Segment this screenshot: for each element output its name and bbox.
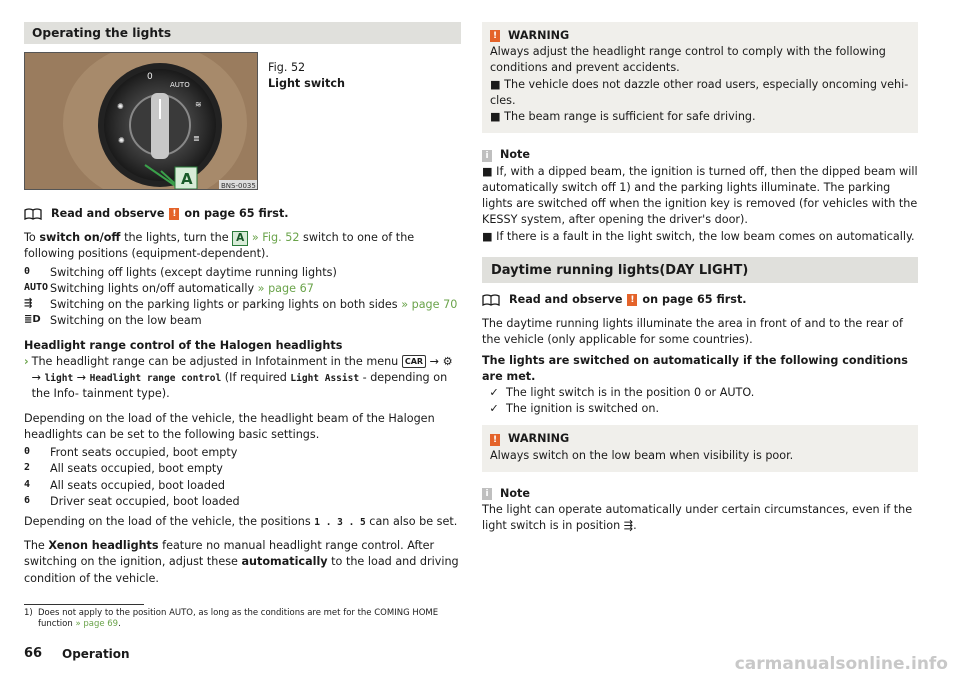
light-switch-photo <box>24 52 258 190</box>
svg-text:✺: ✺ <box>117 102 124 111</box>
svg-text:BNS-0035: BNS-0035 <box>221 182 256 190</box>
condition-row <box>482 401 918 417</box>
note-item: ■ If there is a fault in the light switch, the low beam comes on automatically. <box>482 229 915 243</box>
bold-text: Xenon headlights <box>48 539 159 553</box>
footnote-text: Does not apply to the position AUTO, as long as the conditions are met for the COMING HOME function <box>38 608 439 630</box>
conditions-heading: The lights are switched on automatically if the following conditions are met. <box>482 353 908 383</box>
intro-text: Read and observe <box>509 292 623 306</box>
note-item-text: If there is a fault in the light switch, the low beam comes on automatically. <box>496 229 915 243</box>
text: The headlight range can be adjusted in Infotainment in the menu <box>31 354 399 368</box>
text: to the load and driving condition of the vehicle. <box>24 555 459 585</box>
svg-text:A: A <box>181 170 193 188</box>
warning-item-text: The vehicle does not dazzle other road users, especially oncoming vehi- cles. <box>490 77 909 107</box>
setting-text: Driver seat occupied, boot loaded <box>50 494 240 508</box>
check-icon: ✓ <box>489 402 499 416</box>
setting-key: 4 <box>24 478 31 490</box>
position-row <box>24 265 461 281</box>
footnote-text: . <box>118 619 121 630</box>
arrow: → <box>429 354 440 368</box>
svg-text:≣: ≣ <box>193 134 200 143</box>
info-icon: i <box>482 150 492 162</box>
text: The <box>24 539 45 553</box>
position-key: 0 <box>24 265 31 277</box>
setting-key: 0 <box>24 446 31 458</box>
step-arrow: › <box>24 354 29 368</box>
setting-row <box>24 478 461 494</box>
setting-row <box>24 494 461 510</box>
page-number: 66 <box>24 646 43 661</box>
watermark: carmanualsonline.info <box>734 654 948 674</box>
position-text: Switching on the parking lights or parking lights on both sides <box>50 298 398 312</box>
note-item-text: If, with a dipped beam, the ignition is turned off, then the dipped beam will automatically switch off 1) and the parking lights illuminate. The parking lights are switched off when the ignition key is removed (for vehicles with the KESSY system, after opening the driver's door). <box>482 164 918 227</box>
setting-text: All seats occupied, boot empty <box>50 462 223 476</box>
warning-item: ■ The beam range is sufficient for safe driving. <box>490 110 756 124</box>
parking-light-icon: ⇶ <box>24 298 33 310</box>
position-key: AUTO <box>24 281 49 293</box>
figure-title: Light switch <box>268 77 345 91</box>
svg-text:✺: ✺ <box>118 136 125 145</box>
section-heading: Daytime running lights(DAY LIGHT) <box>482 257 918 283</box>
low-beam-icon: ≣D <box>24 314 41 326</box>
menu-item-headlight-range: Headlight range control <box>89 373 222 385</box>
svg-text:≋: ≋ <box>195 100 202 109</box>
position-row <box>24 281 461 297</box>
warning-box <box>482 22 918 133</box>
page-section-label: Operation <box>62 647 130 661</box>
section-heading: Operating the lights <box>24 22 461 44</box>
book-icon <box>24 208 42 220</box>
warning-icon: ! <box>169 208 179 220</box>
warning-icon: ! <box>627 294 637 306</box>
intro-text: Read and observe <box>51 207 165 220</box>
figure-caption <box>268 60 345 192</box>
arrow: → <box>31 371 41 385</box>
condition-text: The light switch is in the position 0 or AUTO. <box>506 385 755 399</box>
intro-tail: on page 65 first. <box>642 292 747 306</box>
warning-icon: ! <box>490 30 500 42</box>
left-column <box>24 22 461 587</box>
position-row <box>24 313 461 329</box>
footnote-divider <box>24 604 144 605</box>
right-column <box>482 22 918 535</box>
book-icon <box>482 294 500 306</box>
warning-text: Always adjust the headlight range control to comply with the following conditions and prevent accidents. <box>490 45 886 75</box>
menu-item-light: light <box>44 373 74 385</box>
xenon-paragraph <box>24 538 461 587</box>
switch-positions-list <box>24 265 461 330</box>
intro-tail: on page 65 first. <box>184 207 289 220</box>
warning-item-text: The beam range is sufficient for safe driving. <box>504 110 756 124</box>
setting-row <box>24 461 461 477</box>
note-item: ■ If, with a dipped beam, the ignition is turned off, then the dipped beam will automatically switch off 1) and the parking lights illuminate. The parking lights are switched off when the ignition key is removed (for vehicles with the KESSY system, after opening the driver's door). <box>482 164 918 227</box>
read-observe-line <box>482 292 918 308</box>
check-icon: ✓ <box>489 385 499 399</box>
bold-text: automatically <box>241 555 328 569</box>
car-button: CAR <box>402 355 426 368</box>
text: feature no manual headlight range control. After switching on the ignition, adjust these <box>24 539 435 569</box>
note-title <box>482 147 918 163</box>
condition-row <box>482 385 918 401</box>
text: the lights, turn the <box>124 231 229 245</box>
text: switch to one of the following positions (equipment-dependent). <box>24 231 415 261</box>
range-settings-list <box>24 445 461 510</box>
warning-title <box>490 28 910 44</box>
load-paragraph: Depending on the load of the vehicle, the headlight beam of the Halogen headlights can be set to the following basic settings. <box>24 411 435 441</box>
warning-item: ■ The vehicle does not dazzle other road users, especially oncoming vehi- cles. <box>490 77 909 107</box>
info-icon: i <box>482 488 492 500</box>
figure-number: Fig. 52 <box>268 61 306 74</box>
setting-key: 6 <box>24 494 31 506</box>
warning-icon: ! <box>490 434 500 446</box>
setting-text: Front seats occupied, boot empty <box>50 446 238 460</box>
note-label: Note <box>500 486 530 500</box>
page-link[interactable]: » page 67 <box>257 281 314 295</box>
arrow: → <box>76 371 87 385</box>
warning-label: WARNING <box>508 432 570 446</box>
warning-title <box>490 431 910 447</box>
text: To <box>24 231 36 245</box>
warning-text: Always switch on the low beam when visibility is poor. <box>490 448 794 462</box>
switch-paragraph <box>24 230 461 262</box>
footnote-number: 1) <box>24 608 33 618</box>
position-text: Switching on the low beam <box>50 314 202 328</box>
settings-icon: ⚙ <box>442 354 453 368</box>
positions-paragraph <box>24 514 461 530</box>
setting-key: 2 <box>24 462 31 474</box>
note-title <box>482 486 918 502</box>
position-text: Switching lights on/off automatically <box>50 281 255 295</box>
page-link[interactable]: » page 70 <box>401 298 458 312</box>
menu-item-light-assist: Light Assist <box>290 373 360 385</box>
halogen-heading: Headlight range control of the Halogen headlights <box>24 338 343 352</box>
position-text: Switching off lights (except daytime running lights) <box>50 265 337 279</box>
footnote <box>24 608 464 631</box>
text: - depending on the Info- tainment type). <box>31 371 448 401</box>
note-label: Note <box>500 148 530 162</box>
text: (If required <box>224 371 287 385</box>
page-link[interactable]: » page 69 <box>75 619 119 630</box>
position-keys: 1 . 3 . 5 <box>314 516 366 528</box>
halogen-step <box>24 354 461 403</box>
text: can also be set. <box>369 514 458 528</box>
position-row <box>24 297 461 313</box>
callout-a-box: A <box>232 231 248 246</box>
bold-text: switch on/off <box>39 231 121 245</box>
read-observe-line <box>24 206 461 222</box>
light-switch-illustration <box>25 53 258 190</box>
setting-row <box>24 445 461 461</box>
setting-text: All seats occupied, boot loaded <box>50 478 225 492</box>
warning-box <box>482 425 918 471</box>
svg-text:0: 0 <box>147 72 153 82</box>
svg-text:AUTO: AUTO <box>170 81 190 89</box>
figure-link[interactable]: » Fig. 52 <box>251 231 300 245</box>
note-text: The light can operate automatically under certain circumstances, even if the light switch is in position ⇶. <box>482 503 913 533</box>
warning-label: WARNING <box>508 29 570 42</box>
text: Depending on the load of the vehicle, the positions <box>24 514 311 528</box>
drl-paragraph: The daytime running lights illuminate the area in front of and to the rear of the vehicle (only applicable for some countries). <box>482 317 903 347</box>
figure-52 <box>24 52 461 192</box>
condition-text: The ignition is switched on. <box>506 402 659 416</box>
